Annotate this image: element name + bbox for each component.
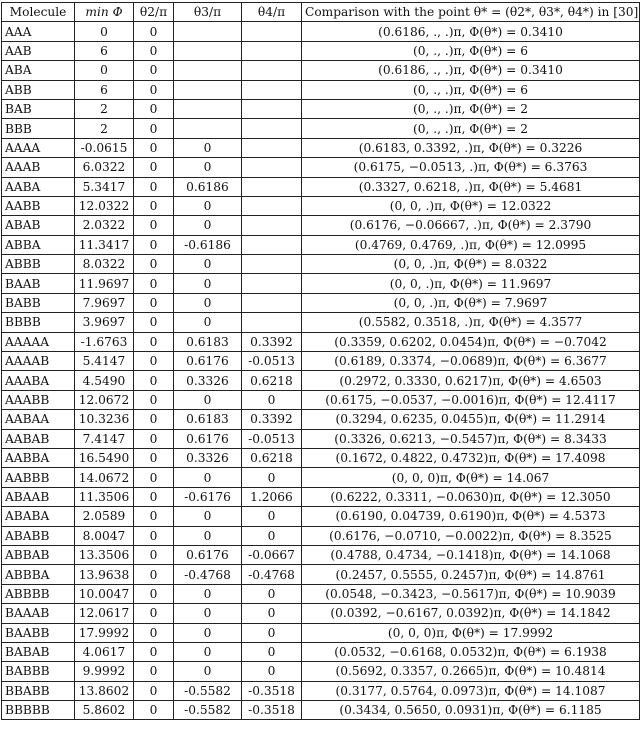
cell-theta4 bbox=[242, 255, 302, 274]
table-row bbox=[2, 429, 640, 448]
cell-theta4: -0.0513 bbox=[242, 429, 302, 448]
cell-comparison: (0.6175, −0.0513, .)π, Φ(θ*) = 6.3763 bbox=[302, 158, 640, 177]
results-table bbox=[1, 2, 640, 720]
cell-molecule: BBB bbox=[2, 119, 75, 138]
table-row bbox=[2, 274, 640, 293]
cell-theta2: 0 bbox=[134, 662, 174, 681]
table-row bbox=[2, 623, 640, 642]
table-row bbox=[2, 196, 640, 215]
cell-comparison: (0.5692, 0.3357, 0.2665)π, Φ(θ*) = 10.4814 bbox=[302, 662, 640, 681]
cell-theta2: 0 bbox=[134, 545, 174, 564]
table-row bbox=[2, 313, 640, 332]
cell-comparison: (0.3177, 0.5764, 0.0973)π, Φ(θ*) = 14.1087 bbox=[302, 681, 640, 700]
table-row bbox=[2, 701, 640, 720]
cell-min-phi: 10.0047 bbox=[75, 584, 134, 603]
cell-comparison: (0.1672, 0.4822, 0.4732)π, Φ(θ*) = 17.4098 bbox=[302, 448, 640, 467]
cell-theta4 bbox=[242, 177, 302, 196]
header-row bbox=[2, 3, 640, 22]
table-row bbox=[2, 371, 640, 390]
cell-comparison: (0.3326, 0.6213, −0.5457)π, Φ(θ*) = 8.3433 bbox=[302, 429, 640, 448]
cell-theta2: 0 bbox=[134, 623, 174, 642]
cell-min-phi: -0.0615 bbox=[75, 138, 134, 157]
cell-comparison: (0, 0, .)π, Φ(θ*) = 7.9697 bbox=[302, 293, 640, 312]
cell-comparison: (0.6222, 0.3311, −0.0630)π, Φ(θ*) = 12.3050 bbox=[302, 487, 640, 506]
cell-molecule: BBABB bbox=[2, 681, 75, 700]
cell-theta4: -0.3518 bbox=[242, 681, 302, 700]
cell-min-phi: 2.0589 bbox=[75, 507, 134, 526]
cell-molecule: AAAAA bbox=[2, 332, 75, 351]
cell-comparison: (0, ., .)π, Φ(θ*) = 6 bbox=[302, 80, 640, 99]
cell-theta3: 0 bbox=[174, 293, 242, 312]
cell-theta2: 0 bbox=[134, 138, 174, 157]
cell-theta2: 0 bbox=[134, 448, 174, 467]
cell-theta3: 0 bbox=[174, 216, 242, 235]
cell-comparison: (0, ., .)π, Φ(θ*) = 2 bbox=[302, 99, 640, 118]
table-row bbox=[2, 61, 640, 80]
cell-theta4 bbox=[242, 138, 302, 157]
cell-theta2: 0 bbox=[134, 701, 174, 720]
cell-theta3: 0.3326 bbox=[174, 448, 242, 467]
cell-theta3: 0.6183 bbox=[174, 410, 242, 429]
cell-theta2: 0 bbox=[134, 390, 174, 409]
cell-min-phi: 6 bbox=[75, 41, 134, 60]
cell-min-phi: 12.0672 bbox=[75, 390, 134, 409]
cell-theta2: 0 bbox=[134, 604, 174, 623]
cell-min-phi: 3.9697 bbox=[75, 313, 134, 332]
cell-theta4 bbox=[242, 80, 302, 99]
cell-min-phi: 2.0322 bbox=[75, 216, 134, 235]
cell-theta4: 1.2066 bbox=[242, 487, 302, 506]
cell-theta2: 0 bbox=[134, 158, 174, 177]
cell-comparison: (0.5582, 0.3518, .)π, Φ(θ*) = 4.3577 bbox=[302, 313, 640, 332]
cell-molecule: BABBB bbox=[2, 662, 75, 681]
cell-min-phi: 13.9638 bbox=[75, 565, 134, 584]
table-row bbox=[2, 604, 640, 623]
cell-theta4: 0.6218 bbox=[242, 371, 302, 390]
cell-theta4 bbox=[242, 22, 302, 41]
cell-comparison: (0.6176, −0.0710, −0.0022)π, Φ(θ*) = 8.3525 bbox=[302, 526, 640, 545]
cell-comparison: (0.0532, −0.6168, 0.0532)π, Φ(θ*) = 6.1938 bbox=[302, 642, 640, 661]
cell-theta3: 0 bbox=[174, 642, 242, 661]
cell-comparison: (0.6186, ., .)π, Φ(θ*) = 0.3410 bbox=[302, 22, 640, 41]
cell-min-phi: 6 bbox=[75, 80, 134, 99]
cell-comparison: (0.6190, 0.04739, 0.6190)π, Φ(θ*) = 4.5373 bbox=[302, 507, 640, 526]
cell-theta4 bbox=[242, 313, 302, 332]
table-row bbox=[2, 216, 640, 235]
cell-theta4: -0.3518 bbox=[242, 701, 302, 720]
cell-min-phi: 12.0617 bbox=[75, 604, 134, 623]
cell-theta3: 0.6186 bbox=[174, 177, 242, 196]
cell-theta3: 0 bbox=[174, 507, 242, 526]
header-min-phi: min Φ bbox=[75, 3, 134, 22]
table-row bbox=[2, 584, 640, 603]
cell-theta4: 0 bbox=[242, 662, 302, 681]
cell-min-phi: 11.3417 bbox=[75, 235, 134, 254]
cell-comparison: (0.6176, −0.06667, .)π, Φ(θ*) = 2.3790 bbox=[302, 216, 640, 235]
cell-comparison: (0.6186, ., .)π, Φ(θ*) = 0.3410 bbox=[302, 61, 640, 80]
cell-min-phi: 4.0617 bbox=[75, 642, 134, 661]
cell-theta4: 0 bbox=[242, 584, 302, 603]
cell-theta4 bbox=[242, 158, 302, 177]
table-row bbox=[2, 390, 640, 409]
cell-theta2: 0 bbox=[134, 313, 174, 332]
cell-comparison: (0, 0, 0)π, Φ(θ*) = 14.067 bbox=[302, 468, 640, 487]
cell-molecule: AAAB bbox=[2, 158, 75, 177]
cell-comparison: (0, ., .)π, Φ(θ*) = 6 bbox=[302, 41, 640, 60]
cell-theta3 bbox=[174, 80, 242, 99]
cell-min-phi: 5.4147 bbox=[75, 352, 134, 371]
header-comparison: Comparison with the point θ* = (θ2*, θ3*, θ4*) in [30] bbox=[302, 3, 640, 22]
cell-molecule: AAABA bbox=[2, 371, 75, 390]
cell-min-phi: -1.6763 bbox=[75, 332, 134, 351]
cell-theta2: 0 bbox=[134, 642, 174, 661]
cell-min-phi: 11.3506 bbox=[75, 487, 134, 506]
cell-min-phi: 6.0322 bbox=[75, 158, 134, 177]
table-row bbox=[2, 410, 640, 429]
cell-min-phi: 8.0047 bbox=[75, 526, 134, 545]
table-body bbox=[2, 22, 640, 720]
cell-min-phi: 9.9992 bbox=[75, 662, 134, 681]
cell-theta3: 0 bbox=[174, 390, 242, 409]
table-row bbox=[2, 235, 640, 254]
cell-theta4 bbox=[242, 41, 302, 60]
cell-theta2: 0 bbox=[134, 293, 174, 312]
cell-comparison: (0.2457, 0.5555, 0.2457)π, Φ(θ*) = 14.8761 bbox=[302, 565, 640, 584]
cell-theta4 bbox=[242, 274, 302, 293]
cell-molecule: ABAB bbox=[2, 216, 75, 235]
cell-comparison: (0.3434, 0.5650, 0.0931)π, Φ(θ*) = 6.1185 bbox=[302, 701, 640, 720]
cell-theta4: -0.4768 bbox=[242, 565, 302, 584]
cell-theta2: 0 bbox=[134, 332, 174, 351]
cell-molecule: AABA bbox=[2, 177, 75, 196]
cell-comparison: (0.4788, 0.4734, −0.1418)π, Φ(θ*) = 14.1068 bbox=[302, 545, 640, 564]
cell-theta4: 0 bbox=[242, 468, 302, 487]
cell-theta3: -0.4768 bbox=[174, 565, 242, 584]
cell-comparison: (0, 0, .)π, Φ(θ*) = 8.0322 bbox=[302, 255, 640, 274]
cell-theta2: 0 bbox=[134, 681, 174, 700]
table-row bbox=[2, 99, 640, 118]
cell-molecule: BAB bbox=[2, 99, 75, 118]
table-row bbox=[2, 332, 640, 351]
cell-molecule: BABAB bbox=[2, 642, 75, 661]
cell-comparison: (0.0548, −0.3423, −0.5617)π, Φ(θ*) = 10.9039 bbox=[302, 584, 640, 603]
cell-theta3: 0 bbox=[174, 623, 242, 642]
cell-theta2: 0 bbox=[134, 119, 174, 138]
table-row bbox=[2, 468, 640, 487]
cell-theta3: -0.5582 bbox=[174, 681, 242, 700]
cell-molecule: AABBA bbox=[2, 448, 75, 467]
cell-min-phi: 4.5490 bbox=[75, 371, 134, 390]
cell-theta3: 0 bbox=[174, 158, 242, 177]
cell-min-phi: 16.5490 bbox=[75, 448, 134, 467]
cell-min-phi: 5.8602 bbox=[75, 701, 134, 720]
cell-theta3: 0 bbox=[174, 255, 242, 274]
cell-theta3: 0.6176 bbox=[174, 352, 242, 371]
cell-theta2: 0 bbox=[134, 61, 174, 80]
cell-theta3: 0.6176 bbox=[174, 545, 242, 564]
cell-min-phi: 0 bbox=[75, 61, 134, 80]
cell-comparison: (0.0392, −0.6167, 0.0392)π, Φ(θ*) = 14.1842 bbox=[302, 604, 640, 623]
cell-comparison: (0.6175, −0.0537, −0.0016)π, Φ(θ*) = 12.4117 bbox=[302, 390, 640, 409]
cell-theta4 bbox=[242, 235, 302, 254]
cell-molecule: AABB bbox=[2, 196, 75, 215]
cell-theta4: 0.3392 bbox=[242, 410, 302, 429]
cell-theta3: 0 bbox=[174, 526, 242, 545]
cell-comparison: (0.3294, 0.6235, 0.0455)π, Φ(θ*) = 11.2914 bbox=[302, 410, 640, 429]
cell-theta3 bbox=[174, 22, 242, 41]
cell-theta4 bbox=[242, 216, 302, 235]
cell-theta3: 0 bbox=[174, 584, 242, 603]
cell-theta2: 0 bbox=[134, 22, 174, 41]
cell-theta3: 0.3326 bbox=[174, 371, 242, 390]
cell-molecule: ABABB bbox=[2, 526, 75, 545]
cell-theta2: 0 bbox=[134, 177, 174, 196]
cell-comparison: (0.2972, 0.3330, 0.6217)π, Φ(θ*) = 4.6503 bbox=[302, 371, 640, 390]
cell-min-phi: 2 bbox=[75, 99, 134, 118]
cell-comparison: (0, 0, .)π, Φ(θ*) = 12.0322 bbox=[302, 196, 640, 215]
cell-comparison: (0, 0, 0)π, Φ(θ*) = 17.9992 bbox=[302, 623, 640, 642]
cell-theta4 bbox=[242, 99, 302, 118]
cell-theta3 bbox=[174, 61, 242, 80]
cell-min-phi: 7.4147 bbox=[75, 429, 134, 448]
cell-molecule: BAAB bbox=[2, 274, 75, 293]
cell-theta4: -0.0513 bbox=[242, 352, 302, 371]
cell-theta2: 0 bbox=[134, 487, 174, 506]
cell-molecule: BBBB bbox=[2, 313, 75, 332]
cell-min-phi: 8.0322 bbox=[75, 255, 134, 274]
cell-theta4: 0 bbox=[242, 642, 302, 661]
cell-theta3: 0 bbox=[174, 662, 242, 681]
table-row bbox=[2, 662, 640, 681]
cell-theta3: 0.6183 bbox=[174, 332, 242, 351]
cell-theta2: 0 bbox=[134, 274, 174, 293]
cell-molecule: ABBBA bbox=[2, 565, 75, 584]
table-row bbox=[2, 526, 640, 545]
cell-theta3: -0.5582 bbox=[174, 701, 242, 720]
table-row bbox=[2, 177, 640, 196]
cell-molecule: BAABB bbox=[2, 623, 75, 642]
cell-molecule: ABB bbox=[2, 80, 75, 99]
cell-theta4: -0.0667 bbox=[242, 545, 302, 564]
cell-theta4 bbox=[242, 119, 302, 138]
cell-theta3: 0 bbox=[174, 138, 242, 157]
cell-theta2: 0 bbox=[134, 216, 174, 235]
table-row bbox=[2, 352, 640, 371]
cell-theta2: 0 bbox=[134, 352, 174, 371]
cell-comparison: (0, ., .)π, Φ(θ*) = 2 bbox=[302, 119, 640, 138]
cell-theta3 bbox=[174, 99, 242, 118]
cell-comparison: (0.6183, 0.3392, .)π, Φ(θ*) = 0.3226 bbox=[302, 138, 640, 157]
cell-molecule: AAABB bbox=[2, 390, 75, 409]
cell-theta4: 0 bbox=[242, 507, 302, 526]
cell-theta2: 0 bbox=[134, 80, 174, 99]
cell-theta2: 0 bbox=[134, 371, 174, 390]
cell-min-phi: 11.9697 bbox=[75, 274, 134, 293]
table-row bbox=[2, 138, 640, 157]
cell-theta3: 0 bbox=[174, 196, 242, 215]
table-row bbox=[2, 41, 640, 60]
cell-min-phi: 13.3506 bbox=[75, 545, 134, 564]
cell-theta2: 0 bbox=[134, 41, 174, 60]
table-row bbox=[2, 642, 640, 661]
table-row bbox=[2, 22, 640, 41]
cell-comparison: (0.6189, 0.3374, −0.0689)π, Φ(θ*) = 6.3677 bbox=[302, 352, 640, 371]
cell-theta2: 0 bbox=[134, 526, 174, 545]
header-molecule: Molecule bbox=[2, 3, 75, 22]
table-row bbox=[2, 158, 640, 177]
table-row bbox=[2, 681, 640, 700]
cell-theta4: 0 bbox=[242, 390, 302, 409]
cell-molecule: AABAB bbox=[2, 429, 75, 448]
cell-theta3: 0 bbox=[174, 604, 242, 623]
cell-theta4 bbox=[242, 196, 302, 215]
cell-theta4 bbox=[242, 61, 302, 80]
cell-molecule: ABBB bbox=[2, 255, 75, 274]
cell-theta2: 0 bbox=[134, 196, 174, 215]
cell-comparison: (0.4769, 0.4769, .)π, Φ(θ*) = 12.0995 bbox=[302, 235, 640, 254]
cell-molecule: AABBB bbox=[2, 468, 75, 487]
cell-min-phi: 7.9697 bbox=[75, 293, 134, 312]
cell-theta2: 0 bbox=[134, 565, 174, 584]
cell-molecule: AAB bbox=[2, 41, 75, 60]
cell-molecule: AABAA bbox=[2, 410, 75, 429]
table-row bbox=[2, 507, 640, 526]
header-theta4: θ4/π bbox=[242, 3, 302, 22]
cell-molecule: ABABA bbox=[2, 507, 75, 526]
cell-molecule: AAAAB bbox=[2, 352, 75, 371]
table-row bbox=[2, 545, 640, 564]
table-row bbox=[2, 255, 640, 274]
cell-molecule: AAAA bbox=[2, 138, 75, 157]
table-row bbox=[2, 565, 640, 584]
cell-comparison: (0.3327, 0.6218, .)π, Φ(θ*) = 5.4681 bbox=[302, 177, 640, 196]
cell-molecule: ABA bbox=[2, 61, 75, 80]
cell-theta4: 0 bbox=[242, 604, 302, 623]
cell-theta2: 0 bbox=[134, 410, 174, 429]
cell-theta2: 0 bbox=[134, 584, 174, 603]
cell-theta3: 0 bbox=[174, 468, 242, 487]
cell-comparison: (0.3359, 0.6202, 0.0454)π, Φ(θ*) = −0.7042 bbox=[302, 332, 640, 351]
cell-theta3 bbox=[174, 41, 242, 60]
cell-molecule: BBBBB bbox=[2, 701, 75, 720]
cell-theta2: 0 bbox=[134, 468, 174, 487]
cell-min-phi: 13.8602 bbox=[75, 681, 134, 700]
cell-molecule: BAAAB bbox=[2, 604, 75, 623]
cell-theta3: -0.6186 bbox=[174, 235, 242, 254]
table-row bbox=[2, 487, 640, 506]
cell-min-phi: 2 bbox=[75, 119, 134, 138]
cell-theta2: 0 bbox=[134, 507, 174, 526]
table-row bbox=[2, 448, 640, 467]
cell-theta2: 0 bbox=[134, 235, 174, 254]
cell-min-phi: 14.0672 bbox=[75, 468, 134, 487]
cell-molecule: ABBBB bbox=[2, 584, 75, 603]
cell-theta4: 0.6218 bbox=[242, 448, 302, 467]
cell-molecule: ABBAB bbox=[2, 545, 75, 564]
cell-min-phi: 0 bbox=[75, 22, 134, 41]
cell-molecule: ABBA bbox=[2, 235, 75, 254]
cell-theta2: 0 bbox=[134, 255, 174, 274]
cell-min-phi: 10.3236 bbox=[75, 410, 134, 429]
table-row bbox=[2, 293, 640, 312]
cell-theta3: 0.6176 bbox=[174, 429, 242, 448]
cell-molecule: BABB bbox=[2, 293, 75, 312]
cell-molecule: ABAAB bbox=[2, 487, 75, 506]
cell-comparison: (0, 0, .)π, Φ(θ*) = 11.9697 bbox=[302, 274, 640, 293]
cell-theta3 bbox=[174, 119, 242, 138]
table-row bbox=[2, 119, 640, 138]
cell-theta4: 0 bbox=[242, 623, 302, 642]
cell-theta4: 0.3392 bbox=[242, 332, 302, 351]
table-row bbox=[2, 80, 640, 99]
cell-min-phi: 5.3417 bbox=[75, 177, 134, 196]
cell-molecule: AAA bbox=[2, 22, 75, 41]
cell-min-phi: 17.9992 bbox=[75, 623, 134, 642]
cell-min-phi: 12.0322 bbox=[75, 196, 134, 215]
cell-theta3: 0 bbox=[174, 274, 242, 293]
cell-theta4 bbox=[242, 293, 302, 312]
cell-theta3: -0.6176 bbox=[174, 487, 242, 506]
header-theta3: θ3/π bbox=[174, 3, 242, 22]
header-theta2: θ2/π bbox=[134, 3, 174, 22]
cell-theta2: 0 bbox=[134, 429, 174, 448]
cell-theta4: 0 bbox=[242, 526, 302, 545]
cell-theta3: 0 bbox=[174, 313, 242, 332]
cell-theta2: 0 bbox=[134, 99, 174, 118]
